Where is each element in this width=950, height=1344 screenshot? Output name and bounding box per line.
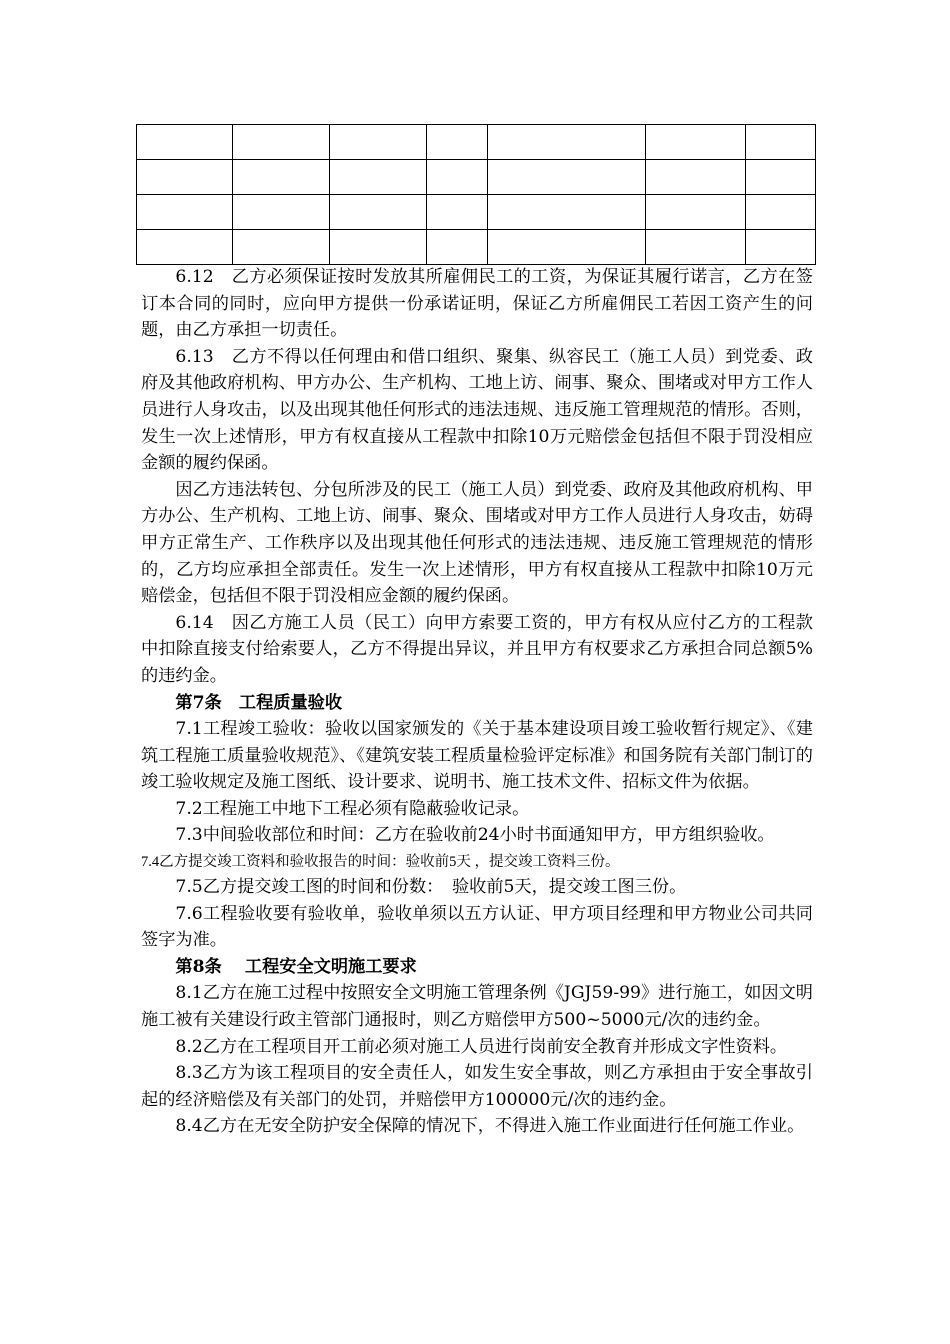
table-cell <box>137 195 233 230</box>
table-cell <box>427 230 488 265</box>
table-cell <box>646 230 746 265</box>
table-cell <box>646 195 746 230</box>
table-cell <box>233 125 330 160</box>
clause-paragraph: 7.6工程验收要有验收单，验收单须以五方认证、甲方项目经理和甲方物业公司共同签字为准。 <box>141 903 813 951</box>
clause-paragraph: 7.2工程施工中地下工程必须有隐蔽验收记录。 <box>175 798 530 819</box>
table-cell <box>488 125 646 160</box>
table-cell <box>233 195 330 230</box>
table-cell <box>233 160 330 195</box>
table-cell <box>488 195 646 230</box>
clause-paragraph: 6.14 因乙方施工人员（民工）向甲方索要工资的，甲方有权从应付乙方的工程款中扣除直接支付给索要人，乙方不得提出异议，并且甲方有权要求乙方承担合同总额5%的违约金。 <box>141 612 813 686</box>
table-cell <box>137 160 233 195</box>
table-cell <box>427 160 488 195</box>
table-cell <box>488 160 646 195</box>
clause-paragraph: 7.3中间验收部位和时间：乙方在验收前24小时书面通知甲方，甲方组织验收。 <box>175 825 775 846</box>
table-cell <box>746 125 816 160</box>
table-cell <box>137 230 233 265</box>
table-row <box>137 195 816 230</box>
clause-paragraph: 8.3乙方为该工程项目的安全责任人，如发生安全事故，则乙方承担由于安全事故引起的经济赔偿及有关部门的处罚，并赔偿甲方100000元/次的违约金。 <box>141 1063 813 1110</box>
clause-paragraph: 7.5乙方提交竣工图的时间和份数： 验收前5天，提交竣工图三份。 <box>175 877 687 898</box>
clause-paragraph: 8.4乙方在无安全防护安全保障的情况下，不得进入施工作业面进行任何施工作业。 <box>175 1116 805 1137</box>
clause-paragraph: 7.1工程竣工验收：验收以国家颁发的《关于基本建设项目竣工验收暂行规定》、《建筑工程施工质量验收规范》、《建筑安装工程质量检验评定标准》和国务院有关部门制订的竣工验收规定及施工图纸、设计要求、说明书、施工技术文件、招标文件为依据。 <box>141 719 813 793</box>
table-cell <box>137 125 233 160</box>
table-cell <box>427 125 488 160</box>
section-heading: 第7条 工程质量验收 <box>175 692 343 713</box>
clause-paragraph: 6.12 乙方必须保证按时发放其所雇佣民工的工资，为保证其履行诺言，乙方在签订本合同的同时，应向甲方提供一份承诺证明，保证乙方所雇佣民工若因工资产生的问题，由乙方承担一切责任。 <box>141 267 813 341</box>
table-cell <box>233 230 330 265</box>
table-cell <box>488 230 646 265</box>
table-cell <box>330 195 427 230</box>
table-row <box>137 230 816 265</box>
clause-paragraph: 因乙方违法转包、分包所涉及的民工（施工人员）到党委、政府及其他政府机构、甲方办公、生产机构、工地上访、闹事、聚众、围堵或对甲方工作人员进行人身攻击，妨碍甲方正常生产、工作秩序以及出现其他任何形式的违法违规、违反施工管理规范的情形的，乙方均应承担全部责任。发生一次上述情形，甲方有权直接从工程款中扣除10万元赔偿金，包括但不限于罚没相应金额的履约保函。 <box>141 479 813 607</box>
empty-table <box>136 124 816 265</box>
table-cell <box>427 195 488 230</box>
table-row <box>137 125 816 160</box>
table-cell <box>746 230 816 265</box>
table-cell <box>330 160 427 195</box>
clause-paragraph: 6.13 乙方不得以任何理由和借口组织、聚集、纵容民工（施工人员）到党委、政府及其他政府机构、甲方办公、生产机构、工地上访、闹事、聚众、围堵或对甲方工作人员进行人身攻击，以及出现其他任何形式的违法违规、违反施工管理规范的情形。否则，发生一次上述情形，甲方有权直接从工程款中扣除10万元赔偿金包括但不限于罚没相应金额的履约保函。 <box>141 346 813 474</box>
table-cell <box>646 160 746 195</box>
section-heading: 第8条 工程安全文明施工要求 <box>175 956 417 977</box>
clause-paragraph: 8.2乙方在工程项目开工前必须对施工人员进行岗前安全教育并形成文字性资料。 <box>175 1036 788 1057</box>
table-cell <box>746 160 816 195</box>
table-cell <box>330 125 427 160</box>
table-cell <box>646 125 746 160</box>
table-row <box>137 160 816 195</box>
contract-text <box>141 264 813 1140</box>
table-cell <box>746 195 816 230</box>
table-cell <box>330 230 427 265</box>
clause-paragraph: 7.4乙方提交竣工资料和验收报告的时间：验收前5天 ，提交竣工资料三份。 <box>141 854 620 871</box>
clause-paragraph: 8.1乙方在施工过程中按照安全文明施工管理条例《JGJ59-99》进行施工，如因文明施工被有关建设行政主管部门通报时，则乙方赔偿甲方500~5000元/次的违约金。 <box>141 983 813 1031</box>
